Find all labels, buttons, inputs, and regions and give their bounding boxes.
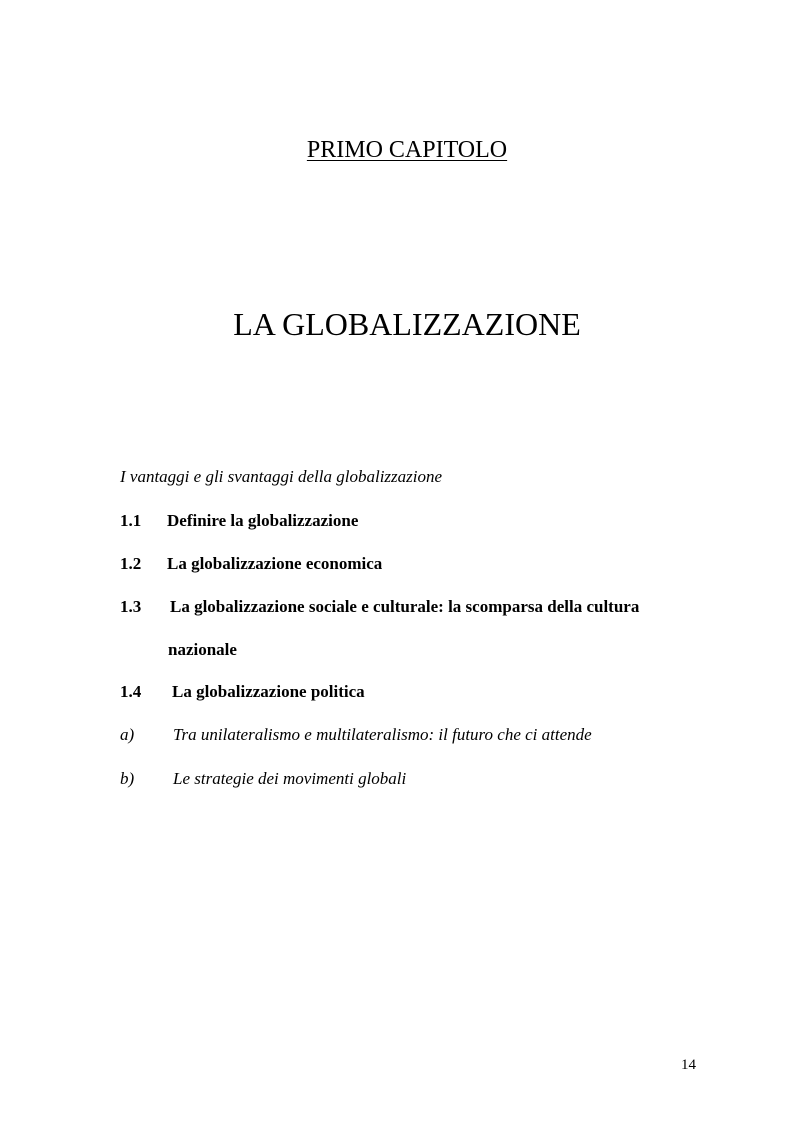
toc-item-text: Definire la globalizzazione (167, 511, 359, 530)
toc-subitem-text: Tra unilateralismo e multilateralismo: il futuro che ci attende (173, 725, 592, 744)
toc-item-number: 1.3 (120, 597, 142, 616)
toc-item-number: 1.1 (120, 511, 142, 530)
toc-subitem-letter: a) (120, 725, 135, 744)
toc-item-1-3-continuation: nazionale (168, 640, 237, 659)
toc-intro: I vantaggi e gli svantaggi della globalizzazione (120, 467, 443, 486)
chapter-title: LA GLOBALIZZAZIONE (233, 306, 581, 342)
toc-item-text: La globalizzazione politica (172, 682, 365, 701)
page-number: 14 (681, 1057, 696, 1073)
toc-subitem-letter: b) (120, 769, 135, 788)
toc-item-number: 1.4 (120, 682, 142, 701)
toc-subitem-text: Le strategie dei movimenti globali (173, 769, 407, 788)
toc-item-number: 1.2 (120, 554, 142, 573)
chapter-label: PRIMO CAPITOLO (306, 137, 508, 163)
toc-item-text: La globalizzazione economica (167, 554, 383, 573)
toc-item-text: La globalizzazione sociale e culturale: la scomparsa della cultura (170, 597, 640, 616)
